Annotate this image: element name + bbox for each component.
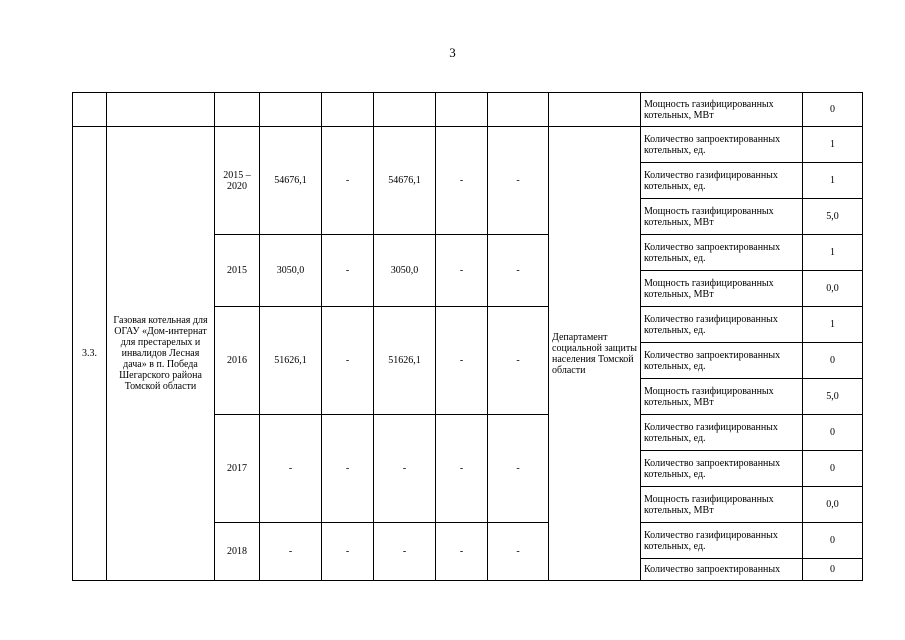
- period-col6: -: [488, 415, 549, 523]
- period-col4: 51626,1: [374, 307, 436, 415]
- indicator-value: 1: [803, 163, 863, 199]
- period-col4: 3050,0: [374, 235, 436, 307]
- indicator-label: Мощность газифицированных котельных, МВт: [641, 487, 803, 523]
- page-number: 3: [449, 45, 456, 60]
- indicator-value: 0: [803, 559, 863, 581]
- indicator-value: 5,0: [803, 199, 863, 235]
- period-col6: -: [488, 523, 549, 581]
- indicator-value: 0: [803, 343, 863, 379]
- indicator-label: Количество запроектированных: [641, 559, 803, 581]
- table-row: [73, 93, 863, 127]
- period-total: -: [260, 523, 322, 581]
- period-col5: -: [436, 127, 488, 235]
- indicator-value: 0,0: [803, 271, 863, 307]
- indicator-label: Мощность газифицированных котельных, МВт: [641, 199, 803, 235]
- indicator-value: 0: [803, 451, 863, 487]
- indicator-value: 0: [803, 415, 863, 451]
- empty-cell: [322, 93, 374, 127]
- period-year: 2018: [215, 523, 260, 581]
- empty-cell: [260, 93, 322, 127]
- indicator-value: 1: [803, 235, 863, 271]
- indicator-value: 0: [803, 523, 863, 559]
- table-row: [73, 127, 863, 163]
- indicator-label: Количество запроектированных котельных, ед.: [641, 451, 803, 487]
- indicator-label: Количество запроектированных котельных, ед.: [641, 343, 803, 379]
- program-table: [72, 92, 863, 581]
- indicator-label: Мощность газифицированных котельных, МВт: [641, 93, 803, 127]
- period-col4: -: [374, 523, 436, 581]
- empty-cell: [107, 93, 215, 127]
- item-name: Газовая котельная для ОГАУ «Дом-интернат для престарелых и инвалидов Лесная дача» в п. Победа Шегарского района Томской области: [107, 127, 215, 581]
- period-col6: -: [488, 127, 549, 235]
- period-col5: -: [436, 235, 488, 307]
- indicator-label: Мощность газифицированных котельных, МВт: [641, 379, 803, 415]
- indicator-label: Количество газифицированных котельных, ед.: [641, 307, 803, 343]
- period-col5: -: [436, 307, 488, 415]
- executor: Департамент социальной защиты населения Томской области: [549, 127, 641, 581]
- indicator-value: 0: [803, 93, 863, 127]
- period-col5: -: [436, 415, 488, 523]
- period-col6: -: [488, 307, 549, 415]
- empty-cell: [436, 93, 488, 127]
- period-total: -: [260, 415, 322, 523]
- indicator-label: Количество газифицированных котельных, ед.: [641, 415, 803, 451]
- empty-cell: [215, 93, 260, 127]
- period-col3: -: [322, 523, 374, 581]
- indicator-value: 0,0: [803, 487, 863, 523]
- empty-cell: [549, 93, 641, 127]
- period-total: 51626,1: [260, 307, 322, 415]
- item-number: 3.3.: [73, 127, 107, 581]
- empty-cell: [488, 93, 549, 127]
- period-year: 2017: [215, 415, 260, 523]
- period-col6: -: [488, 235, 549, 307]
- period-col3: -: [322, 307, 374, 415]
- indicator-label: Количество запроектированных котельных, ед.: [641, 127, 803, 163]
- empty-cell: [374, 93, 436, 127]
- indicator-value: 1: [803, 127, 863, 163]
- period-total: 3050,0: [260, 235, 322, 307]
- period-col3: -: [322, 235, 374, 307]
- empty-cell: [73, 93, 107, 127]
- indicator-value: 5,0: [803, 379, 863, 415]
- indicator-label: Количество газифицированных котельных, ед.: [641, 163, 803, 199]
- period-year: 2015: [215, 235, 260, 307]
- period-col3: -: [322, 415, 374, 523]
- indicator-label: Мощность газифицированных котельных, МВт: [641, 271, 803, 307]
- period-col3: -: [322, 127, 374, 235]
- period-col4: -: [374, 415, 436, 523]
- period-year: 2015 – 2020: [215, 127, 260, 235]
- period-year: 2016: [215, 307, 260, 415]
- period-col4: 54676,1: [374, 127, 436, 235]
- period-total: 54676,1: [260, 127, 322, 235]
- indicator-label: Количество газифицированных котельных, ед.: [641, 523, 803, 559]
- indicator-label: Количество запроектированных котельных, ед.: [641, 235, 803, 271]
- indicator-value: 1: [803, 307, 863, 343]
- period-col5: -: [436, 523, 488, 581]
